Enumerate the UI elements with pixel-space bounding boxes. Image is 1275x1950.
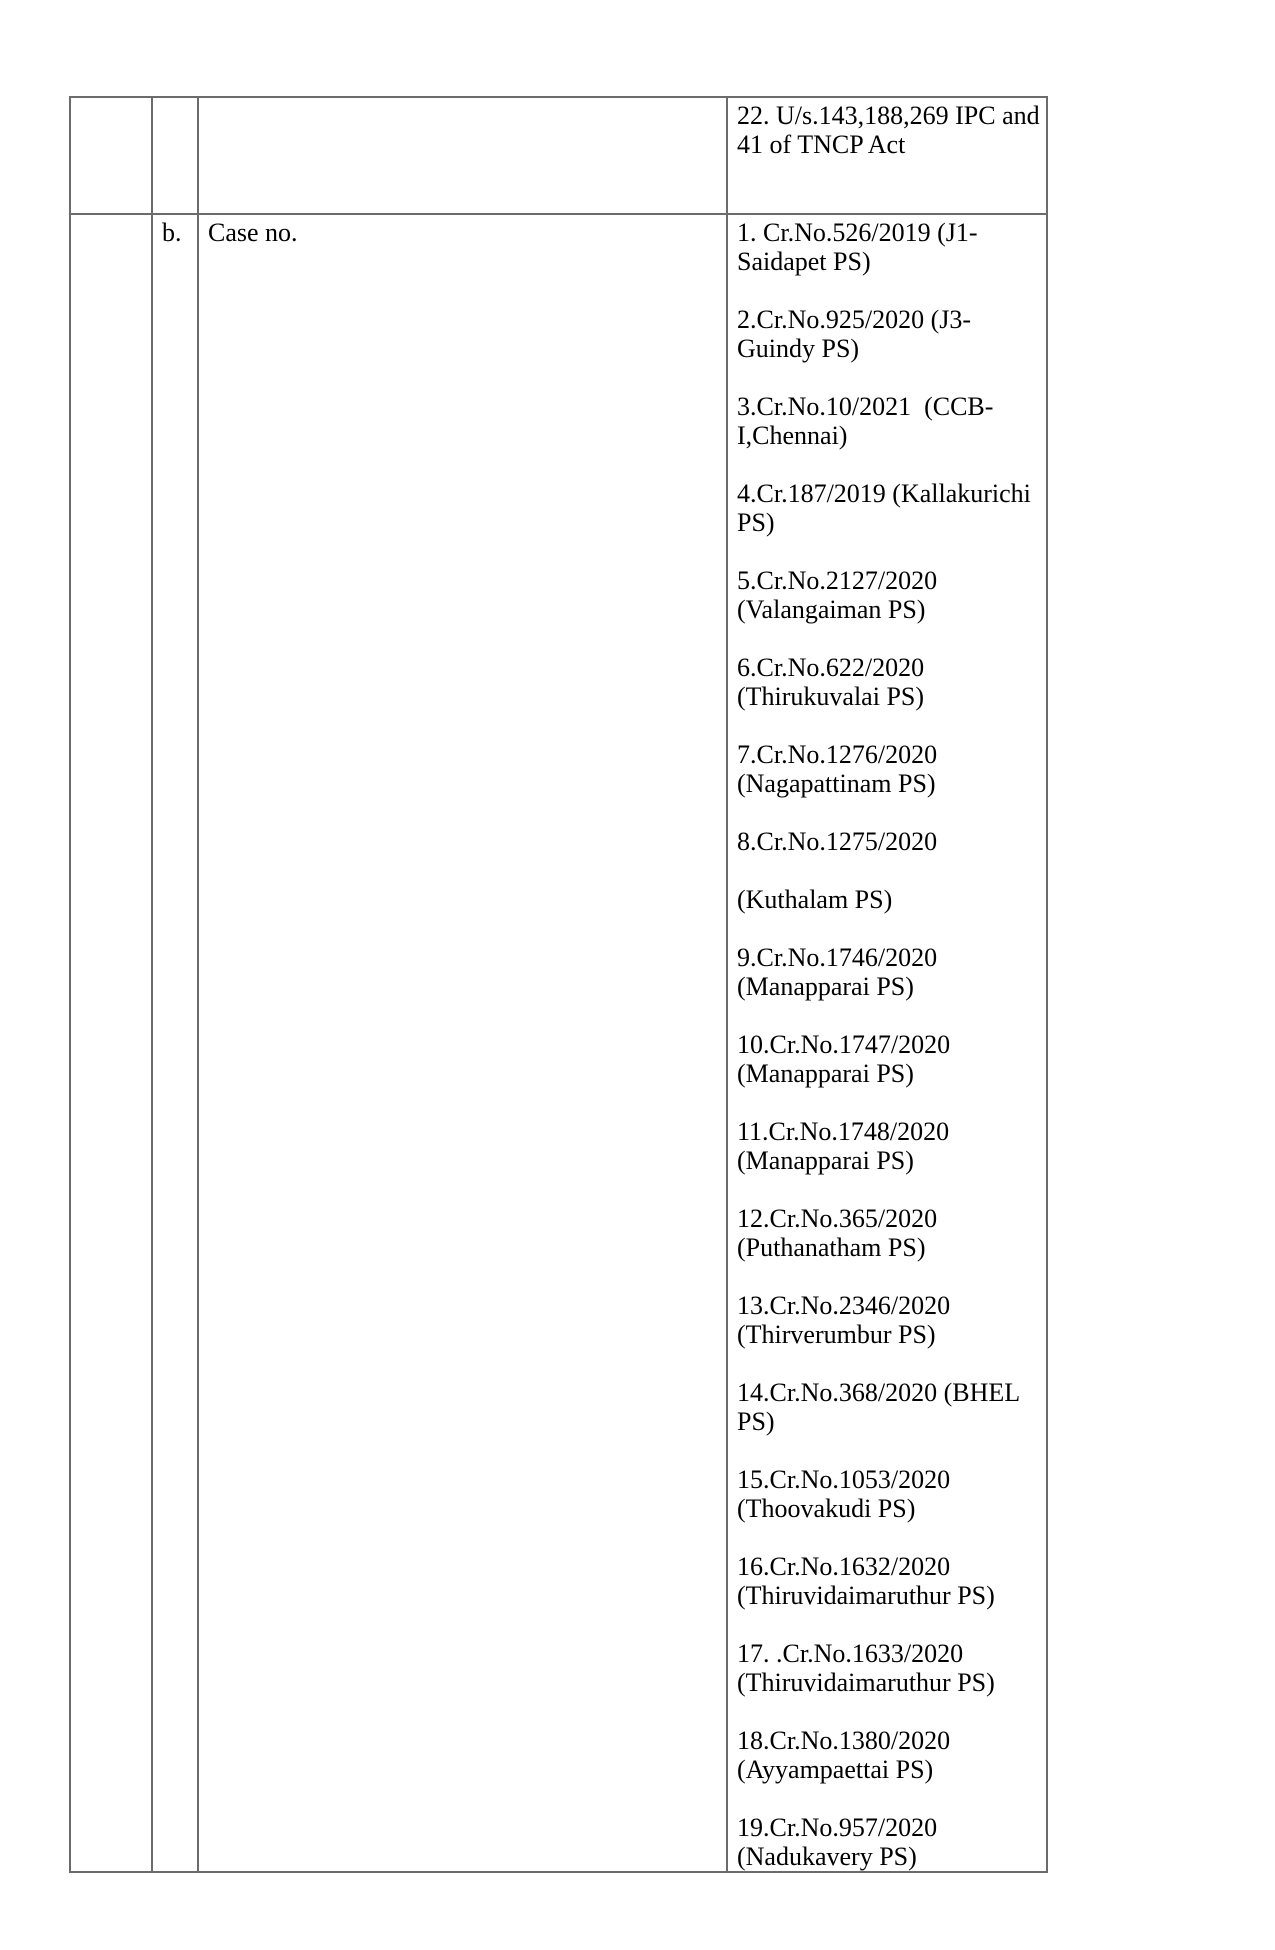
text-line: (Thiruvidaimaruthur PS): [737, 1668, 995, 1697]
table-row-case-numbers: [70, 214, 1047, 1872]
text-line: 13.Cr.No.2346/2020: [737, 1291, 951, 1320]
text-line: (Thoovakudi PS): [737, 1494, 916, 1523]
text-line: Saidapet PS): [737, 247, 871, 276]
paragraph: [737, 1117, 1040, 1175]
paragraph: [737, 653, 1040, 711]
paragraph: [737, 305, 1040, 363]
paragraph: [737, 101, 1040, 159]
paragraph: [737, 392, 1040, 450]
paragraph: [737, 1639, 1040, 1697]
paragraph: [737, 1204, 1040, 1262]
text-line: PS): [737, 508, 775, 537]
text-line: 19.Cr.No.957/2020: [737, 1813, 938, 1842]
text-line: 9.Cr.No.1746/2020: [737, 943, 938, 972]
text-line: 11.Cr.No.1748/2020: [737, 1117, 950, 1146]
paragraph: [737, 1813, 1040, 1871]
paragraph: [737, 1291, 1040, 1349]
text-line: I,Chennai): [737, 421, 848, 450]
paragraph: [737, 943, 1040, 1001]
text-line: (Thiruvidaimaruthur PS): [737, 1581, 995, 1610]
text-line: (Thirverumbur PS): [737, 1320, 936, 1349]
text-line: 18.Cr.No.1380/2020: [737, 1726, 951, 1755]
text-line: 41 of TNCP Act: [737, 130, 906, 159]
text-line: 3.Cr.No.10/2021 (CCB-: [737, 392, 994, 421]
text-line: 12.Cr.No.365/2020: [737, 1204, 938, 1233]
cell-case-number-list: [727, 214, 1047, 1872]
cell-empty-label: [198, 97, 727, 214]
table-row-offence-sections: [70, 97, 1047, 214]
paragraph: [737, 740, 1040, 798]
text-line: 14.Cr.No.368/2020 (BHEL: [737, 1378, 1021, 1407]
text-line: (Manapparai PS): [737, 1059, 914, 1088]
paragraph: [737, 827, 1040, 914]
text-line: 2.Cr.No.925/2020 (J3-: [737, 305, 971, 334]
paragraph: [737, 218, 1040, 276]
cell-empty-letter: [152, 97, 198, 214]
paragraph: [737, 1552, 1040, 1610]
paragraph: [737, 1726, 1040, 1784]
text-line: 15.Cr.No.1053/2020: [737, 1465, 951, 1494]
text-line: 7.Cr.No.1276/2020: [737, 740, 938, 769]
paragraph: [737, 566, 1040, 624]
paragraph: [737, 1378, 1040, 1436]
paragraph: [737, 479, 1040, 537]
text-line: (Nagapattinam PS): [737, 769, 936, 798]
text-line: (Ayyampaettai PS): [737, 1755, 934, 1784]
cell-offence-sections: [727, 97, 1047, 214]
paragraph: [737, 1030, 1040, 1088]
text-line: 8.Cr.No.1275/2020: [737, 827, 938, 856]
cases-table: [69, 96, 1048, 1873]
cell-case-no-label: Case no.: [198, 214, 727, 1872]
text-line: (Manapparai PS): [737, 972, 914, 1001]
text-line: (Manapparai PS): [737, 1146, 914, 1175]
text-line: PS): [737, 1407, 775, 1436]
paragraph: [737, 1465, 1040, 1523]
text-line: 4.Cr.187/2019 (Kallakurichi: [737, 479, 1031, 508]
cell-row-letter: b.: [152, 214, 198, 1872]
text-line: (Puthanatham PS): [737, 1233, 926, 1262]
text-line: [737, 856, 1040, 885]
text-line: (Thirukuvalai PS): [737, 682, 925, 711]
text-line: (Valangaiman PS): [737, 595, 926, 624]
cell-empty-serial: [70, 214, 152, 1872]
text-line: 22. U/s.143,188,269 IPC and: [737, 101, 1040, 130]
text-line: 16.Cr.No.1632/2020: [737, 1552, 951, 1581]
text-line: 6.Cr.No.622/2020: [737, 653, 925, 682]
text-line: 10.Cr.No.1747/2020: [737, 1030, 951, 1059]
text-line: Guindy PS): [737, 334, 860, 363]
text-line: 1. Cr.No.526/2019 (J1-: [737, 218, 978, 247]
text-line: 17. .Cr.No.1633/2020: [737, 1639, 964, 1668]
text-line: 5.Cr.No.2127/2020: [737, 566, 938, 595]
text-line: (Nadukavery PS): [737, 1842, 917, 1871]
text-line: (Kuthalam PS): [737, 885, 893, 914]
cell-empty-serial: [70, 97, 152, 214]
